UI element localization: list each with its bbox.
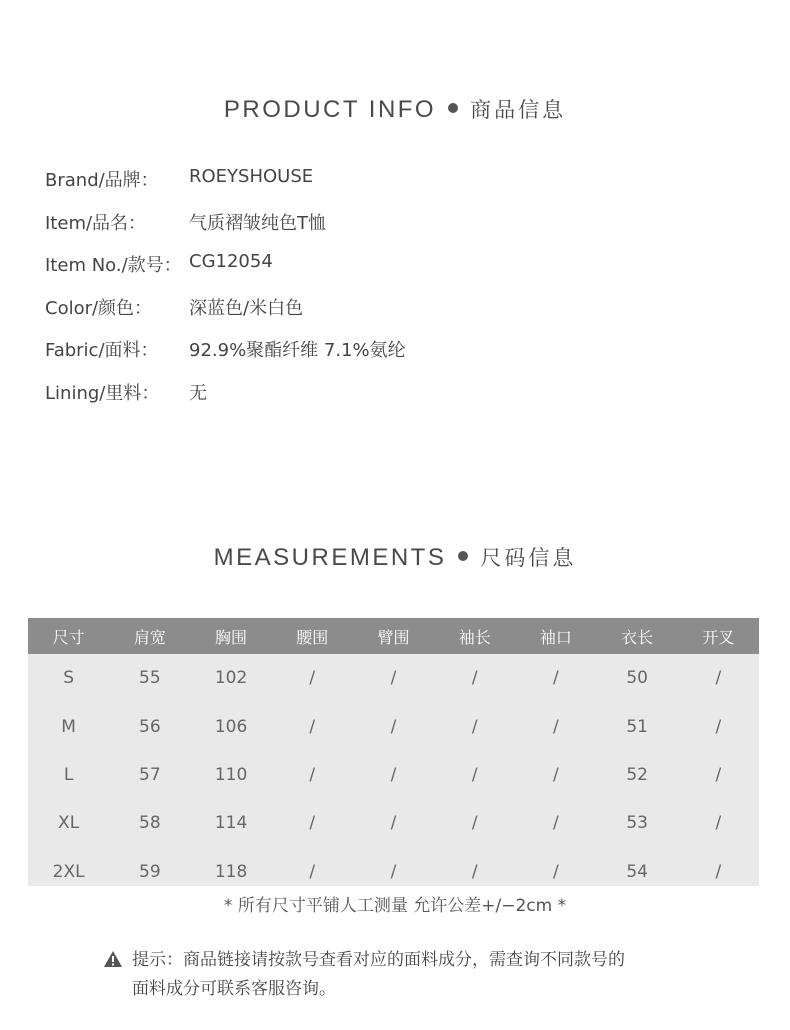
tip-line-2: 面料成分可联系客服咨询。 — [132, 979, 336, 999]
info-label: Item No./款号： — [45, 255, 182, 277]
info-label: Color/颜色： — [45, 297, 153, 319]
info-value: ROEYSHOUSE — [189, 166, 314, 187]
header-cell: 肩宽 — [133, 627, 166, 647]
info-value: CG12054 — [189, 251, 273, 273]
table-cell: / — [309, 764, 316, 785]
header-cell: 袖口 — [539, 627, 572, 647]
table-cell: / — [471, 861, 478, 882]
table-cell: 51 — [626, 716, 648, 737]
table-cell: / — [309, 861, 316, 882]
table-cell: / — [715, 764, 722, 785]
tip-line-1: 提示：商品链接请按款号查看对应的面料成分，需查询不同款号的 — [132, 950, 625, 970]
table-cell: M — [61, 716, 76, 737]
product-info-title-zh: 商品信息 — [470, 98, 567, 122]
table-cell: / — [715, 813, 722, 834]
table-cell: 55 — [139, 668, 161, 689]
product-info-title — [0, 94, 790, 124]
table-cell: / — [309, 813, 316, 834]
table-cell: / — [715, 861, 722, 882]
table-cell: / — [471, 813, 478, 834]
header-cell: 袖长 — [458, 627, 491, 647]
table-cell: 54 — [626, 861, 648, 882]
table-cell: / — [553, 668, 559, 689]
header-cell: 胸围 — [215, 627, 248, 647]
info-value: 92.9%聚酯纤维 7.1%氨纶 — [189, 340, 406, 362]
info-label: Lining/里料： — [45, 382, 160, 404]
product-info-title-en: PRODUCT INFO — [223, 96, 437, 123]
table-cell: / — [553, 861, 559, 882]
bullet-dot-icon — [448, 103, 458, 113]
table-cell: 118 — [214, 861, 248, 882]
measurements-title-en: MEASUREMENTS — [213, 544, 447, 571]
tip-block — [104, 946, 724, 1004]
table-cell: 102 — [214, 668, 248, 689]
table-row — [28, 702, 759, 750]
table-cell: / — [553, 716, 559, 737]
table-cell: / — [390, 716, 397, 737]
table-cell: XL — [58, 813, 80, 834]
table-cell: / — [390, 668, 397, 689]
measurements-title-zh: 尺码信息 — [480, 546, 577, 570]
table-cell: 59 — [139, 861, 161, 882]
info-label: Fabric/面料： — [45, 340, 159, 362]
table-cell: / — [553, 764, 559, 785]
table-cell: 2XL — [52, 861, 85, 882]
table-cell: 56 — [139, 716, 161, 737]
table-cell: 53 — [626, 813, 648, 834]
table-cell: 50 — [626, 668, 648, 689]
table-cell: / — [471, 764, 478, 785]
header-cell: 开叉 — [702, 627, 735, 647]
header-cell: 腰围 — [296, 627, 329, 647]
table-cell: 52 — [626, 764, 648, 785]
table-cell: 110 — [214, 764, 248, 785]
table-cell: / — [390, 813, 397, 834]
info-value: 深蓝色/米白色 — [189, 297, 304, 319]
bullet-dot-icon — [458, 551, 468, 561]
info-label: Brand/品牌： — [45, 170, 159, 191]
table-cell: L — [63, 764, 74, 785]
table-cell: / — [471, 716, 478, 737]
table-row — [28, 848, 759, 896]
table-cell: / — [309, 716, 316, 737]
table-row — [28, 751, 759, 799]
header-cell: 臂围 — [377, 627, 410, 647]
measurements-title — [0, 542, 790, 572]
header-cell: 衣长 — [621, 627, 654, 647]
table-row — [28, 654, 759, 702]
table-cell: / — [471, 668, 478, 689]
info-label: Item/品名： — [45, 212, 147, 234]
table-cell: 57 — [139, 764, 161, 785]
table-cell: / — [309, 668, 316, 689]
info-value: 气质褶皱纯色T恤 — [189, 212, 326, 234]
table-cell: / — [715, 668, 722, 689]
size-table-header — [28, 618, 759, 654]
table-cell: / — [390, 764, 397, 785]
size-table-body — [28, 654, 759, 896]
header-cell: 尺寸 — [52, 627, 85, 647]
table-cell: / — [715, 716, 722, 737]
table-cell: / — [553, 813, 559, 834]
info-value: 无 — [189, 382, 207, 404]
measurement-note: * 所有尺寸平铺人工测量 允许公差+/−2cm * — [223, 896, 567, 916]
table-cell: / — [390, 861, 397, 882]
size-table — [28, 618, 759, 886]
table-row — [28, 799, 759, 847]
table-cell: S — [63, 668, 74, 689]
table-cell: 114 — [214, 813, 248, 834]
table-cell: 106 — [214, 716, 248, 737]
tip-text — [104, 946, 724, 1004]
table-cell: 58 — [139, 813, 161, 834]
warning-icon — [104, 951, 122, 967]
